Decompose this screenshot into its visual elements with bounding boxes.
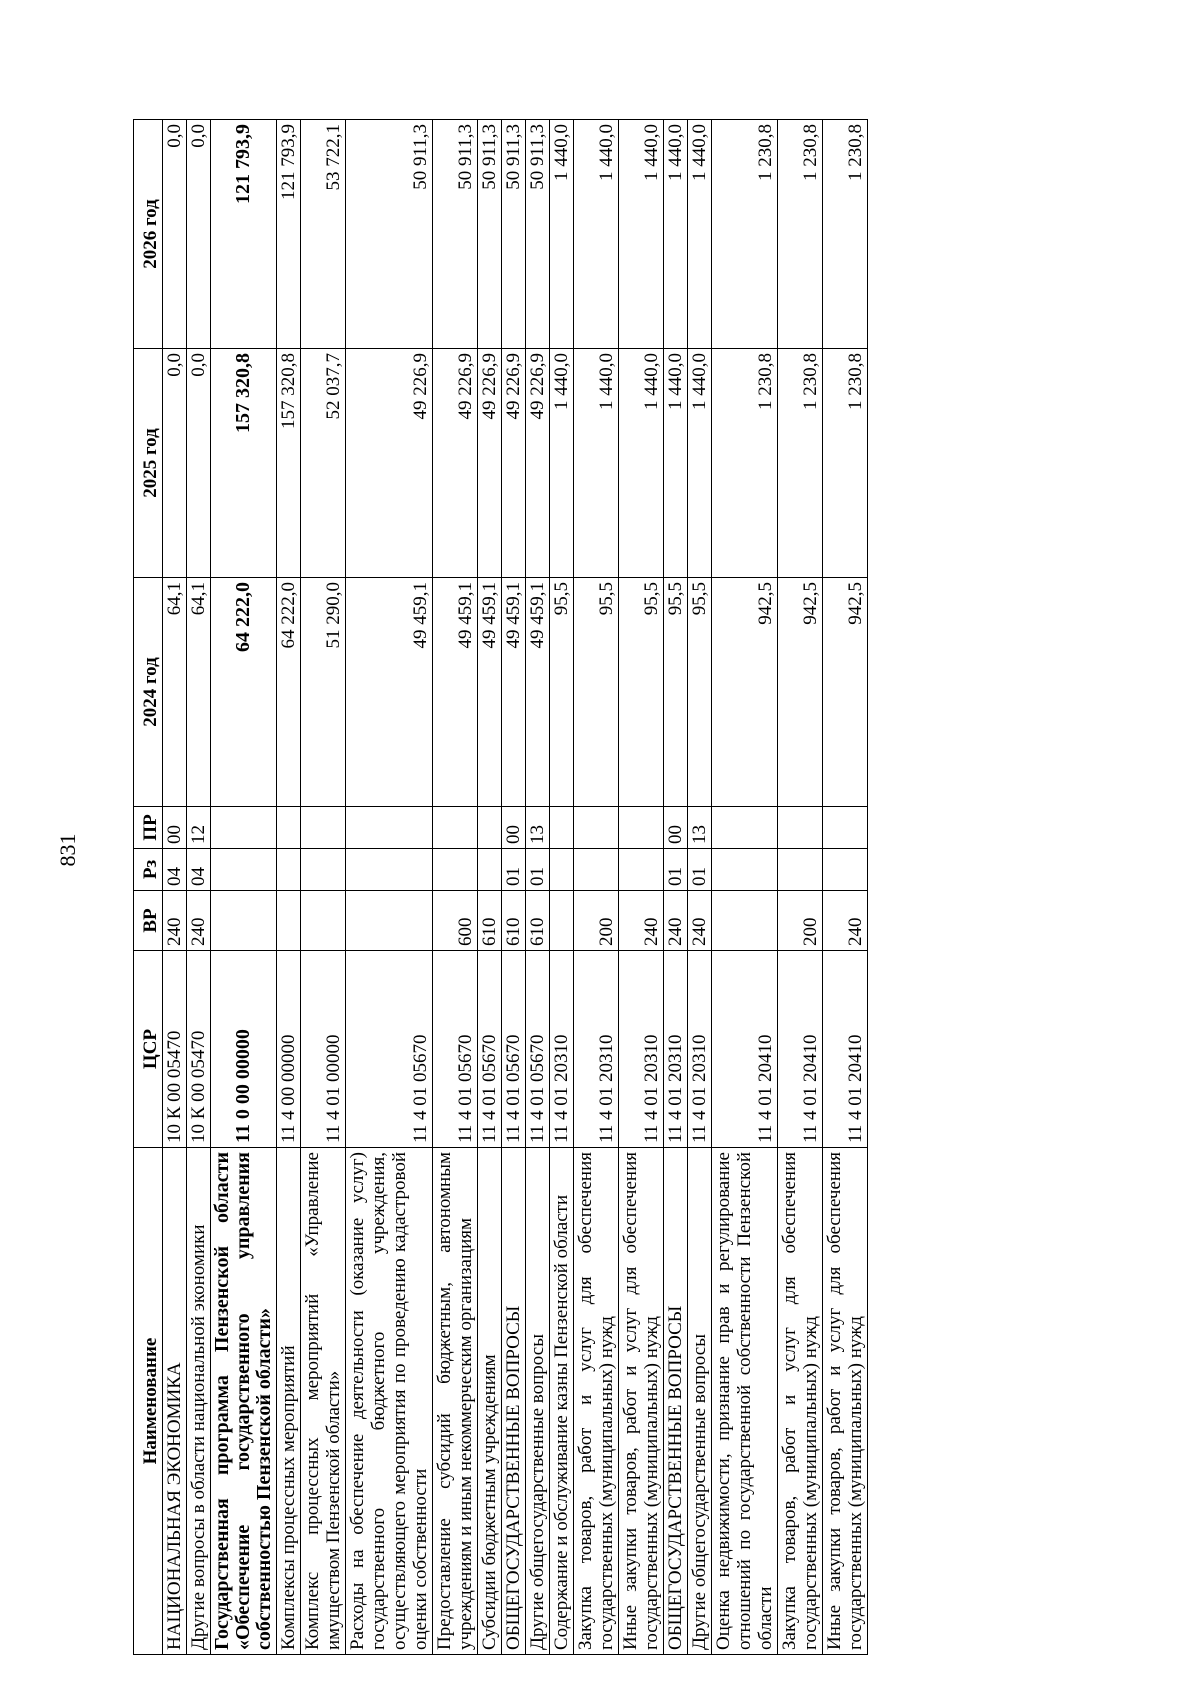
cell-rz — [574, 849, 619, 891]
table-row — [550, 120, 574, 1655]
cell-rz: 04 — [163, 849, 187, 891]
cell-2026: 50 911,3 — [478, 120, 502, 349]
cell-name: Субсидии бюджетным учреждениям — [478, 1148, 502, 1655]
cell-2025: 52 037,7 — [301, 349, 346, 578]
table-row — [163, 120, 187, 1655]
cell-rz: 01 — [664, 849, 688, 891]
cell-pr — [712, 807, 778, 849]
cell-csr: 10 К 00 05470 — [187, 951, 211, 1148]
cell-2024: 942,5 — [712, 578, 778, 807]
cell-2025: 49 226,9 — [478, 349, 502, 578]
cell-name: Содержание и обслуживание казны Пензенской области — [550, 1148, 574, 1655]
cell-vr: 240 — [163, 891, 187, 951]
cell-2025: 157 320,8 — [211, 349, 277, 578]
cell-csr: 11 4 01 20410 — [823, 951, 868, 1148]
cell-2026: 50 911,3 — [502, 120, 526, 349]
cell-2025: 157 320,8 — [277, 349, 301, 578]
cell-rz: 04 — [187, 849, 211, 891]
cell-vr — [301, 891, 346, 951]
cell-name: ОБЩЕГОСУДАРСТВЕННЫЕ ВОПРОСЫ — [664, 1148, 688, 1655]
cell-2026: 1 440,0 — [619, 120, 664, 349]
cell-2026: 121 793,9 — [211, 120, 277, 349]
cell-name: Другие общегосударственные вопросы — [688, 1148, 712, 1655]
cell-2026: 1 440,0 — [664, 120, 688, 349]
cell-2026: 1 440,0 — [574, 120, 619, 349]
cell-2025: 1 440,0 — [619, 349, 664, 578]
cell-2024: 942,5 — [778, 578, 823, 807]
cell-pr — [346, 807, 433, 849]
cell-vr: 240 — [823, 891, 868, 951]
cell-2024: 49 459,1 — [433, 578, 478, 807]
table-row — [478, 120, 502, 1655]
cell-vr — [346, 891, 433, 951]
cell-pr — [550, 807, 574, 849]
cell-vr: 240 — [688, 891, 712, 951]
page-number: 831 — [55, 833, 80, 867]
cell-pr — [433, 807, 478, 849]
cell-vr: 200 — [778, 891, 823, 951]
table-row — [346, 120, 433, 1655]
cell-vr: 240 — [187, 891, 211, 951]
cell-rz — [211, 849, 277, 891]
budget-table — [133, 119, 868, 1655]
cell-name: Оценка недвижимости, признание прав и регулирование отношений по государственной собственности Пензенской области — [712, 1148, 778, 1655]
cell-vr: 200 — [574, 891, 619, 951]
cell-2026: 1 440,0 — [550, 120, 574, 349]
cell-csr: 11 4 01 20310 — [550, 951, 574, 1148]
cell-csr: 11 4 01 05670 — [502, 951, 526, 1148]
cell-name: Другие вопросы в области национальной экономики — [187, 1148, 211, 1655]
cell-pr: 00 — [664, 807, 688, 849]
cell-csr: 11 4 01 20310 — [664, 951, 688, 1148]
cell-2026: 0,0 — [187, 120, 211, 349]
cell-2024: 64 222,0 — [277, 578, 301, 807]
cell-rz — [433, 849, 478, 891]
cell-csr: 11 4 01 20410 — [778, 951, 823, 1148]
cell-csr: 11 0 00 00000 — [211, 951, 277, 1148]
cell-pr — [301, 807, 346, 849]
cell-2025: 1 230,8 — [778, 349, 823, 578]
cell-2025: 1 230,8 — [712, 349, 778, 578]
cell-2025: 49 226,9 — [346, 349, 433, 578]
cell-pr: 00 — [163, 807, 187, 849]
cell-csr: 11 4 01 20410 — [712, 951, 778, 1148]
table-row — [574, 120, 619, 1655]
cell-pr — [478, 807, 502, 849]
cell-2024: 942,5 — [823, 578, 868, 807]
cell-2024: 49 459,1 — [346, 578, 433, 807]
cell-2024: 51 290,0 — [301, 578, 346, 807]
cell-2026: 1 230,8 — [823, 120, 868, 349]
cell-pr — [823, 807, 868, 849]
table-row — [778, 120, 823, 1655]
cell-2026: 1 440,0 — [688, 120, 712, 349]
cell-pr: 13 — [688, 807, 712, 849]
cell-name: Другие общегосударственные вопросы — [526, 1148, 550, 1655]
cell-2024: 95,5 — [619, 578, 664, 807]
cell-vr — [277, 891, 301, 951]
cell-rz — [778, 849, 823, 891]
cell-2025: 1 440,0 — [574, 349, 619, 578]
table-row — [664, 120, 688, 1655]
cell-vr: 240 — [619, 891, 664, 951]
cell-pr: 00 — [502, 807, 526, 849]
cell-2026: 121 793,9 — [277, 120, 301, 349]
cell-rz: 01 — [688, 849, 712, 891]
table-row — [211, 120, 277, 1655]
cell-2024: 64 222,0 — [211, 578, 277, 807]
cell-csr: 11 4 01 05670 — [433, 951, 478, 1148]
cell-csr: 11 4 01 05670 — [526, 951, 550, 1148]
cell-2025: 0,0 — [187, 349, 211, 578]
header-vr: ВР — [134, 891, 163, 951]
table-row — [433, 120, 478, 1655]
cell-name: ОБЩЕГОСУДАРСТВЕННЫЕ ВОПРОСЫ — [502, 1148, 526, 1655]
cell-csr: 10 К 00 05470 — [163, 951, 187, 1148]
cell-2024: 64,1 — [163, 578, 187, 807]
cell-name: Комплексы процессных мероприятий — [277, 1148, 301, 1655]
cell-rz — [478, 849, 502, 891]
budget-table-container — [133, 120, 1083, 1655]
cell-name: Иные закупки товаров, работ и услуг для обеспечения государственных (муниципальных) нужд — [619, 1148, 664, 1655]
cell-2024: 49 459,1 — [478, 578, 502, 807]
cell-name: Предоставление субсидий бюджетным, автономным учреждениям и иным некоммерческим организациям — [433, 1148, 478, 1655]
table-header-row — [134, 120, 163, 1655]
cell-name: Закупка товаров, работ и услуг для обеспечения государственных (муниципальных) нужд — [778, 1148, 823, 1655]
cell-rz — [301, 849, 346, 891]
cell-vr — [712, 891, 778, 951]
header-rz: Рз — [134, 849, 163, 891]
cell-2026: 50 911,3 — [433, 120, 478, 349]
table-body — [163, 120, 868, 1655]
cell-2024: 95,5 — [574, 578, 619, 807]
header-csr: ЦСР — [134, 951, 163, 1148]
cell-vr: 240 — [664, 891, 688, 951]
header-2025: 2025 год — [134, 349, 163, 578]
cell-2025: 1 230,8 — [823, 349, 868, 578]
table-row — [823, 120, 868, 1655]
cell-csr: 11 4 01 20310 — [574, 951, 619, 1148]
table-row — [526, 120, 550, 1655]
cell-csr: 11 4 00 00000 — [277, 951, 301, 1148]
cell-name: Государственная программа Пензенской области «Обеспечение государственного управления собственностью Пензенской области» — [211, 1148, 277, 1655]
cell-rz — [346, 849, 433, 891]
cell-name: Иные закупки товаров, работ и услуг для обеспечения государственных (муниципальных) нужд — [823, 1148, 868, 1655]
cell-2025: 49 226,9 — [502, 349, 526, 578]
cell-rz — [277, 849, 301, 891]
header-name: Наименование — [134, 1148, 163, 1655]
cell-csr: 11 4 01 20310 — [619, 951, 664, 1148]
cell-pr — [778, 807, 823, 849]
cell-2024: 95,5 — [688, 578, 712, 807]
cell-rz — [550, 849, 574, 891]
table-row — [712, 120, 778, 1655]
cell-2025: 49 226,9 — [433, 349, 478, 578]
cell-vr: 610 — [478, 891, 502, 951]
cell-2024: 49 459,1 — [526, 578, 550, 807]
cell-csr: 11 4 01 00000 — [301, 951, 346, 1148]
cell-2026: 50 911,3 — [346, 120, 433, 349]
cell-2025: 1 440,0 — [550, 349, 574, 578]
cell-rz — [823, 849, 868, 891]
cell-vr — [211, 891, 277, 951]
cell-2025: 1 440,0 — [664, 349, 688, 578]
cell-2026: 1 230,8 — [778, 120, 823, 349]
cell-2025: 1 440,0 — [688, 349, 712, 578]
cell-csr: 11 4 01 05670 — [478, 951, 502, 1148]
cell-rz: 01 — [502, 849, 526, 891]
cell-csr: 11 4 01 05670 — [346, 951, 433, 1148]
cell-2026: 50 911,3 — [526, 120, 550, 349]
table-row — [619, 120, 664, 1655]
cell-name: Комплекс процессных мероприятий «Управление имуществом Пензенской области» — [301, 1148, 346, 1655]
cell-pr: 12 — [187, 807, 211, 849]
cell-name: Закупка товаров, работ и услуг для обеспечения государственных (муниципальных) нужд — [574, 1148, 619, 1655]
cell-2025: 49 226,9 — [526, 349, 550, 578]
cell-2024: 95,5 — [550, 578, 574, 807]
cell-2025: 0,0 — [163, 349, 187, 578]
cell-vr — [550, 891, 574, 951]
cell-vr: 610 — [526, 891, 550, 951]
cell-2024: 64,1 — [187, 578, 211, 807]
cell-pr — [574, 807, 619, 849]
cell-2026: 1 230,8 — [712, 120, 778, 349]
table-row — [187, 120, 211, 1655]
cell-pr — [211, 807, 277, 849]
cell-rz — [619, 849, 664, 891]
header-pr: ПР — [134, 807, 163, 849]
cell-rz — [712, 849, 778, 891]
table-row — [301, 120, 346, 1655]
cell-2026: 53 722,1 — [301, 120, 346, 349]
cell-rz: 01 — [526, 849, 550, 891]
cell-pr: 13 — [526, 807, 550, 849]
table-row — [277, 120, 301, 1655]
cell-name: Расходы на обеспечение деятельности (оказание услуг) государственного бюджетного учреждения, осуществляющего мероприятия по проведению кадастровой оценки собственности — [346, 1148, 433, 1655]
table-row — [688, 120, 712, 1655]
cell-vr: 600 — [433, 891, 478, 951]
cell-csr: 11 4 01 20310 — [688, 951, 712, 1148]
header-2026: 2026 год — [134, 120, 163, 349]
cell-2026: 0,0 — [163, 120, 187, 349]
header-2024: 2024 год — [134, 578, 163, 807]
cell-pr — [619, 807, 664, 849]
cell-2024: 95,5 — [664, 578, 688, 807]
cell-vr: 610 — [502, 891, 526, 951]
cell-2024: 49 459,1 — [502, 578, 526, 807]
cell-pr — [277, 807, 301, 849]
cell-name: НАЦИОНАЛЬНАЯ ЭКОНОМИКА — [163, 1148, 187, 1655]
table-row — [502, 120, 526, 1655]
